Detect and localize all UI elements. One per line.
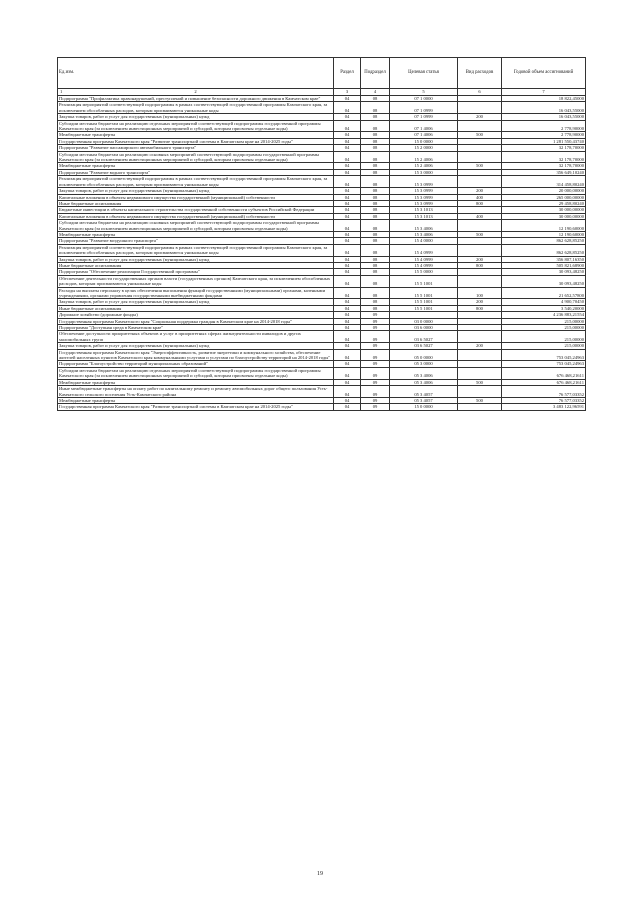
cell-article: 15 4 0999 xyxy=(390,244,458,256)
cell-section: 04 xyxy=(334,331,361,343)
column-number: 3 xyxy=(334,89,361,96)
cell-subsection: 09 xyxy=(361,361,390,367)
cell-article: 15 3 4006 xyxy=(390,231,458,237)
cell-section: 04 xyxy=(334,256,361,262)
cell-section: 04 xyxy=(334,397,361,403)
cell-section: 04 xyxy=(334,96,361,102)
cell-section: 04 xyxy=(334,343,361,349)
cell-subsection: 08 xyxy=(361,176,390,188)
table-header-row xyxy=(58,58,586,89)
header-name: Ед.изм. xyxy=(58,58,334,89)
cell-subsection: 08 xyxy=(361,262,390,268)
cell-name: Межбюджетные трансферты xyxy=(58,231,334,237)
cell-name: Иные бюджетные ассигнования xyxy=(58,305,334,311)
cell-subsection: 09 xyxy=(361,379,390,385)
cell-amount: 356 807,16350 xyxy=(502,256,586,262)
cell-subsection: 08 xyxy=(361,132,390,138)
cell-section: 04 xyxy=(334,361,361,367)
cell-article: 15 4 0999 xyxy=(390,262,458,268)
cell-amount: 215,00000 xyxy=(502,343,586,349)
cell-section: 04 xyxy=(334,194,361,200)
cell-subsection: 08 xyxy=(361,305,390,311)
column-number-row xyxy=(58,89,586,96)
cell-section: 04 xyxy=(334,169,361,175)
cell-subsection: 08 xyxy=(361,200,390,206)
cell-subsection: 08 xyxy=(361,299,390,305)
cell-expense-type: 100 xyxy=(458,287,502,299)
cell-subsection: 09 xyxy=(361,331,390,343)
header-section: Раздел xyxy=(334,58,361,89)
cell-expense-type: 500 xyxy=(458,231,502,237)
cell-expense-type xyxy=(458,176,502,188)
cell-article: 15 2 0000 xyxy=(390,145,458,151)
cell-article: 05 3 4057 xyxy=(390,397,458,403)
cell-article: 07 1 0000 xyxy=(390,96,458,102)
cell-amount: 30 093,48250 xyxy=(502,269,586,275)
cell-subsection: 08 xyxy=(361,114,390,120)
cell-section: 04 xyxy=(334,238,361,244)
cell-subsection: 08 xyxy=(361,96,390,102)
cell-expense-type xyxy=(458,275,502,287)
cell-section: 04 xyxy=(334,213,361,219)
cell-name: Государственная программа Камчатского края "Развитие транспортной системы в Камчатском крае на 2014-2025 годы" xyxy=(58,138,334,144)
cell-article: 15 5 1001 xyxy=(390,305,458,311)
cell-name: Межбюджетные трансферты xyxy=(58,163,334,169)
cell-amount: 2 778,90000 xyxy=(502,120,586,132)
cell-article: 07 1 0999 xyxy=(390,114,458,120)
cell-section: 04 xyxy=(334,367,361,379)
cell-expense-type xyxy=(458,244,502,256)
cell-name: Подпрограмма "Обеспечение реализации Государственной программы" xyxy=(58,269,334,275)
cell-subsection: 08 xyxy=(361,102,390,114)
table-row xyxy=(58,287,586,299)
header-amount: Годовой объем ассигнований xyxy=(502,58,586,89)
cell-name: Подпрограмма "Профилактика правонарушений, преступлений и повышение безопасности дорожного движения в Камчатском крае" xyxy=(58,96,334,102)
cell-name: Подпрограмма "Благоустройство территорий муниципальных образований" xyxy=(58,361,334,367)
cell-expense-type: 500 xyxy=(458,397,502,403)
cell-amount: 2 778,90000 xyxy=(502,132,586,138)
cell-name: Закупка товаров, работ и услуг для государственных (муниципальных) нужд xyxy=(58,188,334,194)
cell-article: 05 3 4006 xyxy=(390,367,458,379)
cell-article: 03 6 5027 xyxy=(390,343,458,349)
cell-name: Подпрограмма "Развитие пассажирского автомобильного транспорта" xyxy=(58,145,334,151)
cell-subsection: 08 xyxy=(361,151,390,163)
cell-amount: 676 468,21611 xyxy=(502,367,586,379)
cell-subsection: 09 xyxy=(361,312,390,318)
cell-article: 05 3 4057 xyxy=(390,386,458,398)
cell-expense-type: 200 xyxy=(458,343,502,349)
cell-subsection: 08 xyxy=(361,220,390,232)
cell-name: Обеспечение деятельности государственных органов власти (государственных органов) Камчатского края, за исключением обособленных расходов, которым присваиваются уникальные коды xyxy=(58,275,334,287)
cell-expense-type: 200 xyxy=(458,256,502,262)
cell-section: 04 xyxy=(334,305,361,311)
cell-name: Подпрограмма "Развитие воздушного транспорта" xyxy=(58,238,334,244)
table-row xyxy=(58,244,586,256)
cell-name: Иные бюджетные ассигнования xyxy=(58,200,334,206)
cell-name: Закупка товаров, работ и услуг для государственных (муниципальных) нужд xyxy=(58,343,334,349)
cell-article: 15 5 1001 xyxy=(390,275,458,287)
cell-expense-type: 800 xyxy=(458,262,502,268)
cell-subsection: 08 xyxy=(361,207,390,213)
cell-section: 04 xyxy=(334,275,361,287)
cell-name: Субсидии местным бюджетам на реализацию основных мероприятий соответствующей подпрограммы государственной программы Камчатского края (за исключением инвестиционных мероприятий и субсидий, которым присвоены отдельные коды) xyxy=(58,220,334,232)
cell-expense-type xyxy=(458,151,502,163)
table-row xyxy=(58,120,586,132)
cell-article: 03 6 5027 xyxy=(390,331,458,343)
cell-subsection: 08 xyxy=(361,213,390,219)
table-row xyxy=(58,349,586,361)
cell-article: 07 1 0999 xyxy=(390,102,458,114)
cell-subsection: 08 xyxy=(361,188,390,194)
cell-subsection: 08 xyxy=(361,163,390,169)
cell-amount: 30 000,00000 xyxy=(502,207,586,213)
cell-subsection: 09 xyxy=(361,367,390,379)
cell-expense-type: 200 xyxy=(458,299,502,305)
cell-amount: 18 822,45000 xyxy=(502,96,586,102)
cell-article: 15 3 0000 xyxy=(390,169,458,175)
cell-article: 15 4 0999 xyxy=(390,256,458,262)
cell-expense-type: 200 xyxy=(458,114,502,120)
cell-section: 04 xyxy=(334,200,361,206)
cell-article: 07 1 4006 xyxy=(390,120,458,132)
cell-amount: 12 190,60000 xyxy=(502,220,586,232)
table-row xyxy=(58,220,586,232)
cell-expense-type: 500 xyxy=(458,379,502,385)
cell-name: Закупка товаров, работ и услуг для государственных (муниципальных) нужд xyxy=(58,114,334,120)
cell-amount: 32 178,70000 xyxy=(502,151,586,163)
cell-article: 15 3 4006 xyxy=(390,220,458,232)
cell-section: 04 xyxy=(334,318,361,324)
cell-amount: 3 540,20000 xyxy=(502,305,586,311)
cell-expense-type xyxy=(458,386,502,398)
cell-name: Иные бюджетные ассигнования xyxy=(58,262,334,268)
column-number xyxy=(58,89,334,96)
cell-subsection: 08 xyxy=(361,244,390,256)
cell-name: Субсидии местным бюджетам на реализацию отдельных мероприятий соответствующей подпрограммы государственной программы Камчатского края (за исключением инвестиционных мероприятий и субсидий, которым присвоены отдельные коды) xyxy=(58,367,334,379)
cell-section: 04 xyxy=(334,269,361,275)
cell-name: Расходы на выплаты персоналу в целях обеспечения выполнения функций государственными (муниципальными) органами, казенными учреждениями, органами управления государственными внебюджетными фондами xyxy=(58,287,334,299)
cell-expense-type: 500 xyxy=(458,132,502,138)
cell-subsection: 09 xyxy=(361,386,390,398)
cell-name: Государственная программа Камчатского края "Развитие транспортной системы в Камчатском крае на 2014-2025 годы" xyxy=(58,404,334,410)
cell-section: 04 xyxy=(334,145,361,151)
cell-expense-type xyxy=(458,331,502,343)
cell-name: Реализация мероприятий соответствующей подпрограммы в рамках соответствующей государственной программы Камчатского края, за исключением обособленных расходов, которым присваиваются уникальные коды xyxy=(58,176,334,188)
cell-section: 04 xyxy=(334,114,361,120)
cell-article: 15 3 0999 xyxy=(390,194,458,200)
cell-subsection: 09 xyxy=(361,325,390,331)
cell-subsection: 08 xyxy=(361,145,390,151)
table-row xyxy=(58,151,586,163)
header-expense-type: Вид расходов xyxy=(458,58,502,89)
cell-article: 15 2 4006 xyxy=(390,151,458,163)
cell-amount: 265 000,00000 xyxy=(502,194,586,200)
cell-name: Обеспечение доступности приоритетных объектов и услуг в приоритетных сферах жизнедеятельности инвалидов и других маломобильных групп xyxy=(58,331,334,343)
cell-article: 15 3 1013 xyxy=(390,207,458,213)
cell-subsection: 08 xyxy=(361,238,390,244)
cell-subsection: 08 xyxy=(361,275,390,287)
cell-name: Межбюджетные трансферты xyxy=(58,379,334,385)
cell-amount: 76 577,03352 xyxy=(502,397,586,403)
cell-subsection: 08 xyxy=(361,256,390,262)
cell-section: 04 xyxy=(334,349,361,361)
cell-name: Реализация мероприятий соответствующей подпрограммы в рамках соответствующей государственной программы Камчатского края, за исключением обособленных расходов, которым присваиваются уникальные коды xyxy=(58,102,334,114)
column-number: 7 xyxy=(502,89,586,96)
cell-section: 04 xyxy=(334,244,361,256)
cell-section: 04 xyxy=(334,287,361,299)
cell-subsection: 08 xyxy=(361,120,390,132)
cell-section: 04 xyxy=(334,299,361,305)
cell-article: 15 2 4006 xyxy=(390,163,458,169)
cell-amount: 314 458,80240 xyxy=(502,176,586,188)
cell-amount: 676 468,21611 xyxy=(502,379,586,385)
cell-amount: 30 093,48250 xyxy=(502,275,586,287)
cell-name: Закупка товаров, работ и услуг для государственных (муниципальных) нужд xyxy=(58,256,334,262)
cell-amount: 32 178,70000 xyxy=(502,145,586,151)
cell-section: 04 xyxy=(334,312,361,318)
cell-name: Межбюджетные трансферты xyxy=(58,132,334,138)
cell-section: 04 xyxy=(334,102,361,114)
cell-section: 04 xyxy=(334,176,361,188)
cell-section: 04 xyxy=(334,138,361,144)
cell-expense-type: 800 xyxy=(458,305,502,311)
table-row xyxy=(58,331,586,343)
cell-article: 03 6 0000 xyxy=(390,325,458,331)
cell-article: 15 3 0999 xyxy=(390,176,458,188)
cell-subsection: 08 xyxy=(361,269,390,275)
column-number: 1 xyxy=(60,89,63,94)
cell-subsection: 09 xyxy=(361,404,390,410)
cell-name: Капитальные вложения в объекты недвижимого имущества государственной (муниципальной) собственности xyxy=(58,213,334,219)
cell-article: 15 3 0999 xyxy=(390,200,458,206)
table-row xyxy=(58,102,586,114)
cell-article: 15 3 1013 xyxy=(390,213,458,219)
cell-amount: 356 649,10240 xyxy=(502,169,586,175)
cell-section: 04 xyxy=(334,188,361,194)
cell-article: 15 0 0000 xyxy=(390,138,458,144)
column-number: 4 xyxy=(361,89,390,96)
cell-amount: 12 190,60000 xyxy=(502,231,586,237)
cell-article: 05 3 0000 xyxy=(390,361,458,367)
table-row xyxy=(58,176,586,188)
table-row xyxy=(58,386,586,398)
cell-article: 07 1 4006 xyxy=(390,132,458,138)
cell-section: 04 xyxy=(334,404,361,410)
cell-article: 15 4 0000 xyxy=(390,238,458,244)
cell-article: 15 3 0999 xyxy=(390,188,458,194)
cell-name: Государственная программа Камчатского края "Энергоэффективность, развитие энергетики и коммунального хозяйства, обеспечение жителей населенных пунктов Камчатского края коммунальными услугами и услугами по благоустройству территорий на 2014-2018 годы" xyxy=(58,349,334,361)
cell-amount: 753 045,24963 xyxy=(502,361,586,367)
cell-section: 04 xyxy=(334,132,361,138)
cell-name: Иные межбюджетные трансферты на оплату работ по капитальному ремонту и ремонту автомобильных дорог общего пользования Усть-Камчатского сельского поселения Усть-Камчатского района xyxy=(58,386,334,398)
cell-section: 04 xyxy=(334,386,361,398)
cell-amount: 1 281 550,43740 xyxy=(502,138,586,144)
cell-amount: 3 483 122,96591 xyxy=(502,404,586,410)
cell-expense-type xyxy=(458,102,502,114)
cell-expense-type xyxy=(458,220,502,232)
cell-section: 04 xyxy=(334,262,361,268)
column-number: 6 xyxy=(458,89,502,96)
cell-subsection: 08 xyxy=(361,194,390,200)
cell-name: Подпрограмма "Доступная среда в Камчатском крае" xyxy=(58,325,334,331)
cell-name: Закупка товаров, работ и услуг для государственных (муниципальных) нужд xyxy=(58,299,334,305)
cell-subsection: 08 xyxy=(361,231,390,237)
cell-name: Бюджетные инвестиции в объекты капитального строительства государственной собственности субъектов Российской Федерации xyxy=(58,207,334,213)
header-article: Целевая статья xyxy=(390,58,458,89)
cell-article: 03 0 0000 xyxy=(390,318,458,324)
cell-name: Субсидии местным бюджетам на реализацию отдельных мероприятий соответствующей подпрограммы государственной программы Камчатского края (за исключением инвестиционных мероприятий и субсидий, которым присвоены отдельные коды) xyxy=(58,120,334,132)
cell-article: 05 0 0000 xyxy=(390,349,458,361)
cell-expense-type: 200 xyxy=(458,188,502,194)
cell-section: 04 xyxy=(334,207,361,213)
cell-article: 05 3 4006 xyxy=(390,379,458,385)
cell-amount: 29 458,80240 xyxy=(502,200,586,206)
cell-amount: 215,00000 xyxy=(502,325,586,331)
column-number: 2 xyxy=(194,89,197,95)
cell-section: 04 xyxy=(334,151,361,163)
cell-section: 04 xyxy=(334,120,361,132)
cell-expense-type: 400 xyxy=(458,213,502,219)
cell-subsection: 08 xyxy=(361,138,390,144)
cell-subsection: 08 xyxy=(361,169,390,175)
cell-amount: 76 577,03352 xyxy=(502,386,586,398)
cell-amount: 21 652,57800 xyxy=(502,287,586,299)
cell-amount: 215,00000 xyxy=(502,318,586,324)
cell-subsection: 09 xyxy=(361,318,390,324)
header-subsection: Подраздел xyxy=(361,58,390,89)
cell-name: Дорожное хозяйство (дорожные фонды) xyxy=(58,312,334,318)
cell-amount: 4 900,70450 xyxy=(502,299,586,305)
cell-amount: 4 236 883,21554 xyxy=(502,312,586,318)
cell-section: 04 xyxy=(334,325,361,331)
cell-name: Подпрограмма "Развитие водного транспорта" xyxy=(58,169,334,175)
cell-subsection: 08 xyxy=(361,287,390,299)
cell-section: 04 xyxy=(334,379,361,385)
cell-name: Межбюджетные трансферты xyxy=(58,397,334,403)
cell-amount: 20 000,00000 xyxy=(502,188,586,194)
cell-amount: 30 000,00000 xyxy=(502,213,586,219)
cell-name: Реализация мероприятий соответствующей подпрограммы в рамках соответствующей государственной программы Камчатского края, за исключением обособленных расходов, которым присваиваются уникальные коды xyxy=(58,244,334,256)
cell-expense-type xyxy=(458,120,502,132)
budget-table xyxy=(57,57,586,411)
page-number: 19 xyxy=(317,871,323,877)
cell-article: 15 5 0000 xyxy=(390,269,458,275)
cell-article: 15 5 1001 xyxy=(390,299,458,305)
table-row xyxy=(58,404,586,410)
cell-amount: 862 628,85250 xyxy=(502,244,586,256)
cell-subsection: 09 xyxy=(361,349,390,361)
cell-name: Субсидии местным бюджетам на реализацию основных мероприятий соответствующей подпрограммы государственной программы Камчатского края (за исключением инвестиционных мероприятий и субсидий, которым присвоены отдельные коды) xyxy=(58,151,334,163)
cell-amount: 862 628,85250 xyxy=(502,238,586,244)
cell-expense-type xyxy=(458,367,502,379)
cell-expense-type: 400 xyxy=(458,194,502,200)
table-row xyxy=(58,275,586,287)
cell-amount: 32 178,70000 xyxy=(502,163,586,169)
cell-section: 04 xyxy=(334,231,361,237)
cell-article: 15 0 0000 xyxy=(390,404,458,410)
cell-name: Капитальные вложения в объекты недвижимого имущества государственной (муниципальной) собственности xyxy=(58,194,334,200)
cell-amount: 16 043,55000 xyxy=(502,102,586,114)
cell-subsection: 09 xyxy=(361,397,390,403)
cell-amount: 215,00000 xyxy=(502,331,586,343)
cell-amount: 16 043,55000 xyxy=(502,114,586,120)
cell-name: Государственная программа Камчатского края "Социальная поддержка граждан в Камчатском крае на 2014-2018 годы" xyxy=(58,318,334,324)
table-row xyxy=(58,367,586,379)
cell-section: 04 xyxy=(334,220,361,232)
cell-expense-type: 800 xyxy=(458,200,502,206)
cell-subsection: 09 xyxy=(361,343,390,349)
cell-amount: 753 045,24963 xyxy=(502,349,586,361)
cell-amount: 505 821,68900 xyxy=(502,262,586,268)
cell-expense-type xyxy=(458,349,502,361)
cell-expense-type: 500 xyxy=(458,163,502,169)
cell-expense-type xyxy=(458,404,502,410)
cell-article: 15 5 1001 xyxy=(390,287,458,299)
column-number: 5 xyxy=(390,89,458,96)
cell-section: 04 xyxy=(334,163,361,169)
